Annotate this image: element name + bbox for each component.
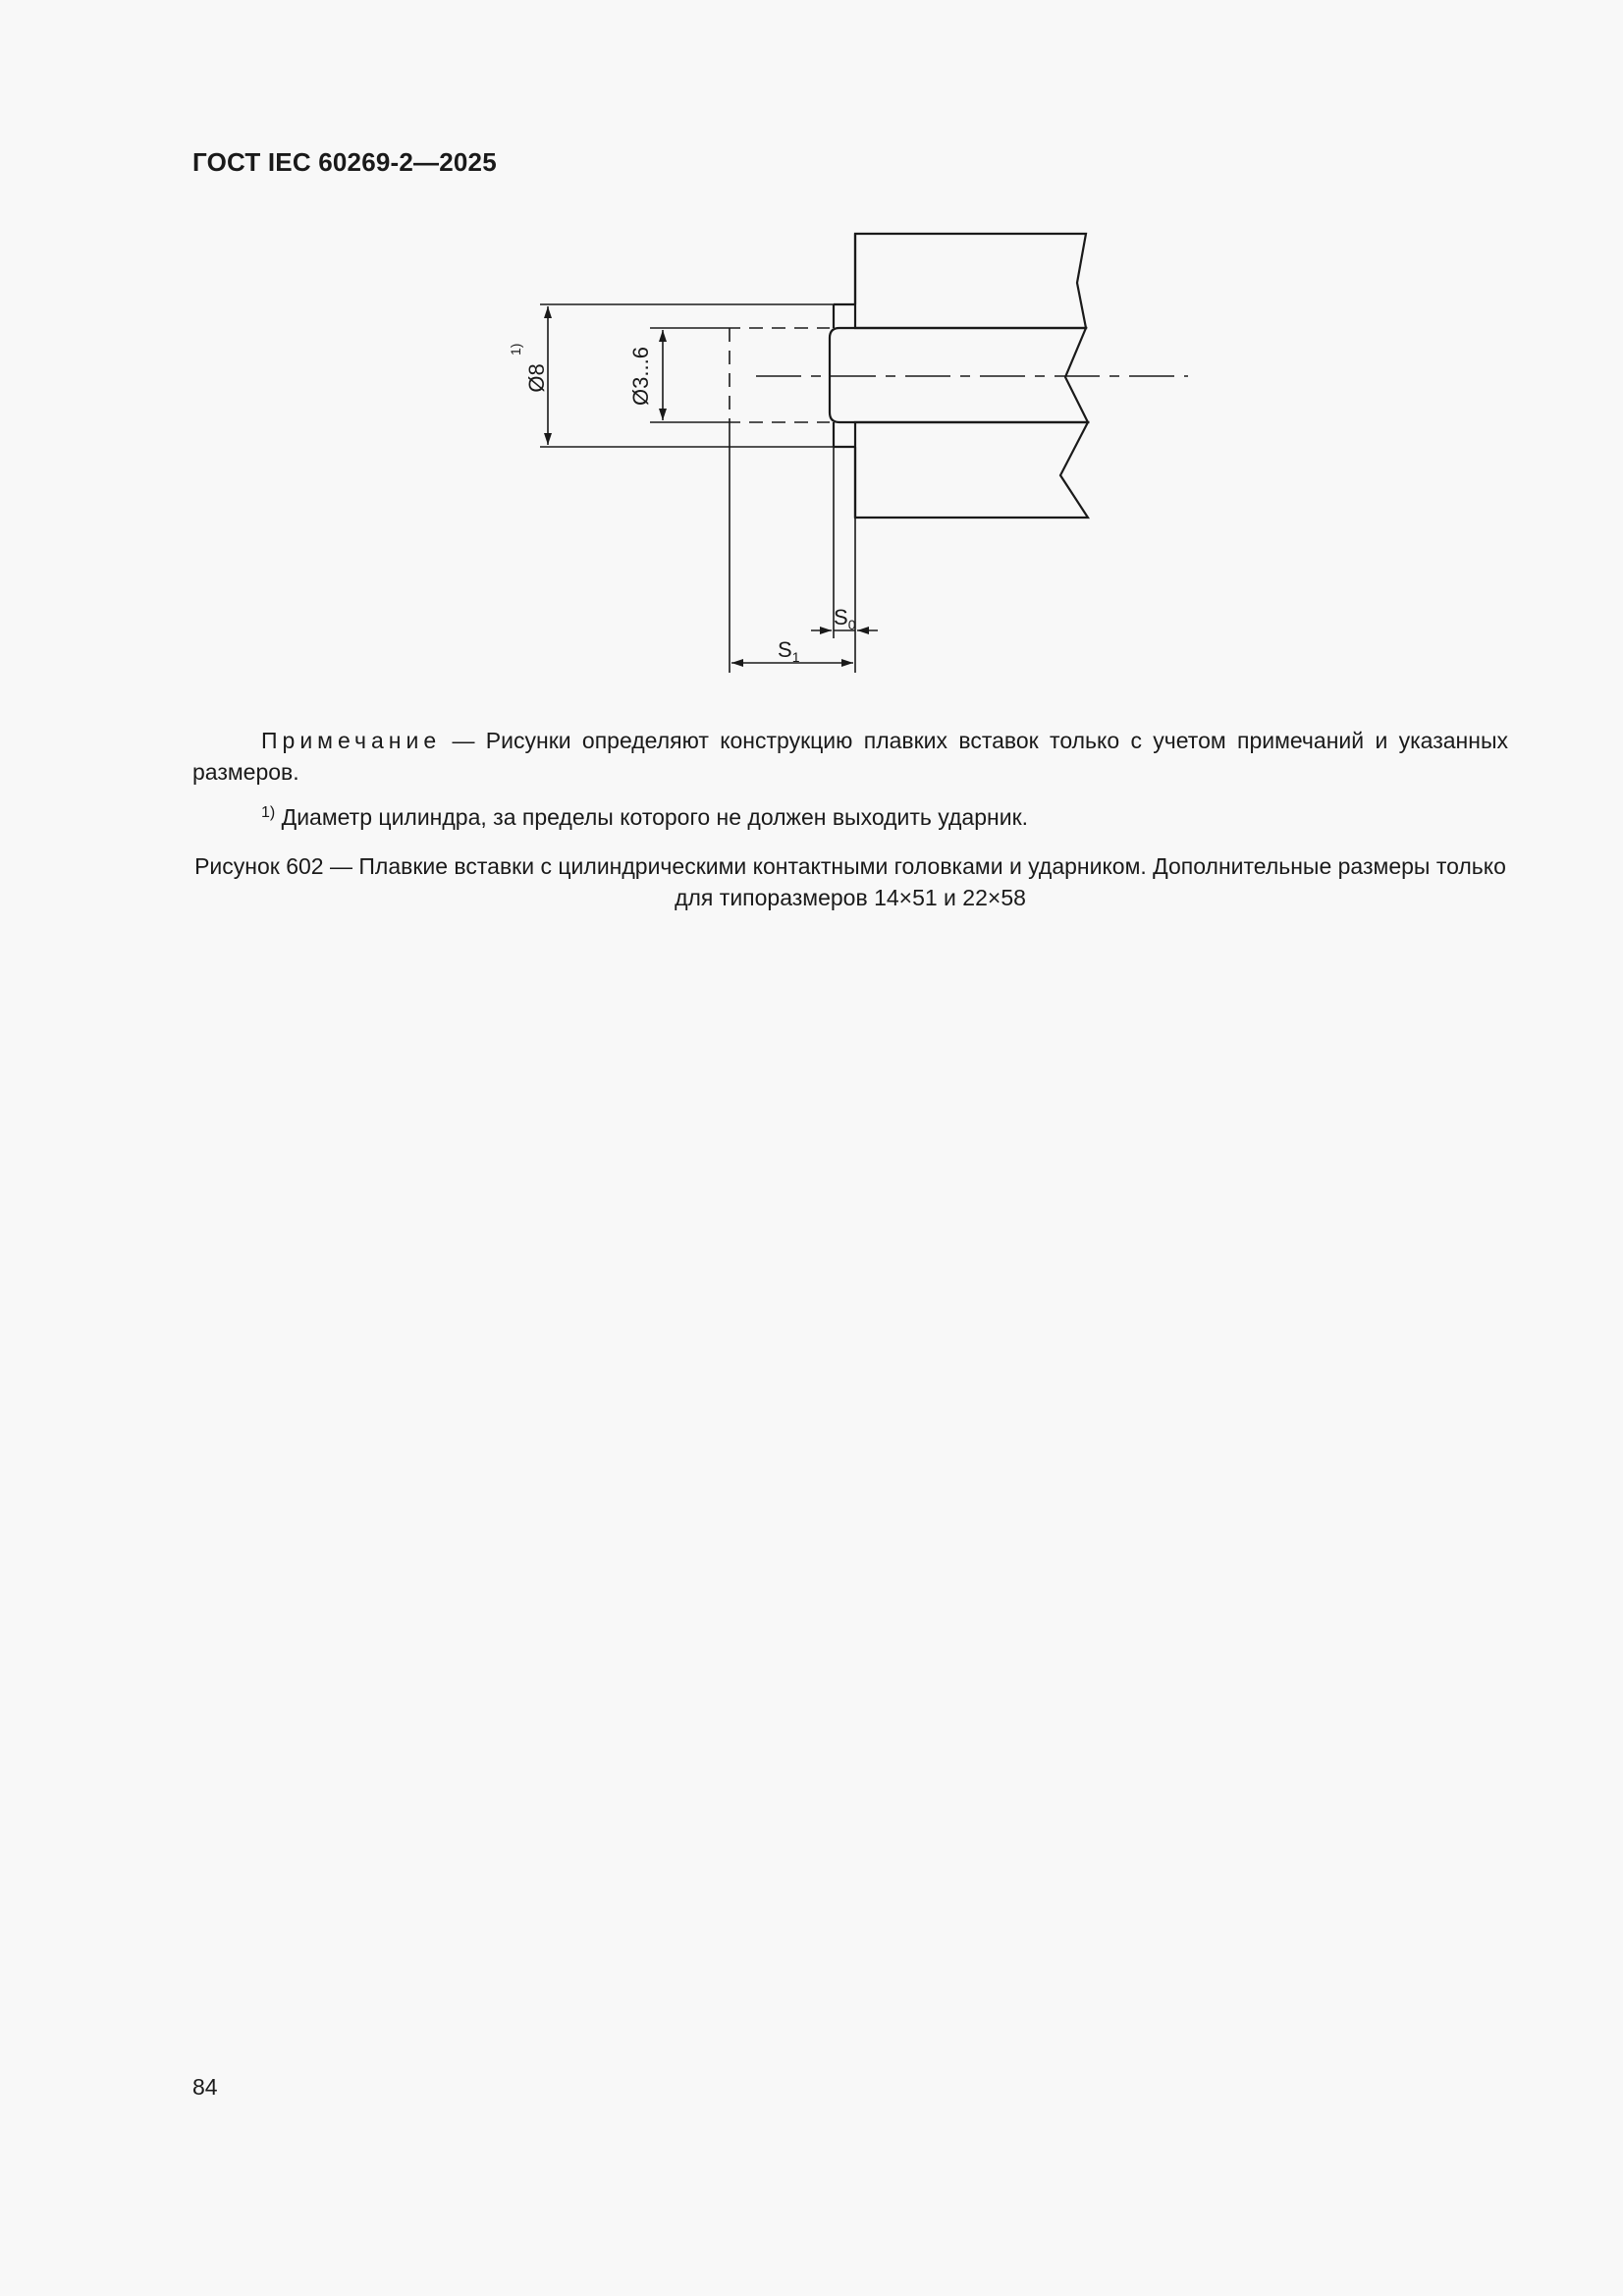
body-lower: [855, 422, 1088, 518]
note-lead: Примечание: [261, 728, 442, 753]
outer-diameter-label: Ø8: [524, 363, 549, 393]
s1-label: $S_1$: [778, 637, 800, 665]
note-paragraph: [192, 725, 1508, 788]
technical-drawing: [0, 0, 1623, 746]
striker-cylinder: [830, 328, 1088, 422]
inner-diameter-label: Ø3...6: [628, 347, 653, 406]
footnote-text: Диаметр цилиндра, за пределы которого не должен выходить ударник.: [275, 804, 1029, 830]
footnote: [261, 797, 1508, 833]
note-text: — Рисунки определяют конструкцию плавких вставок только с учетом примечаний и указанных размеров.: [192, 728, 1508, 785]
figure-caption: Рисунок 602 — Плавкие вставки с цилиндрическими контактными головками и ударником. Дополнительные размеры только для типоразмеров 14×51 и 22×58: [194, 853, 1506, 910]
document-header: ГОСТ IEC 60269-2—2025: [192, 147, 497, 177]
page-number: 84: [192, 2074, 218, 2100]
footnote-mark: 1): [261, 804, 276, 821]
s0-label: $S_0$: [834, 605, 856, 632]
outer-diameter-footnote-mark: 1): [508, 343, 523, 355]
body-upper: [855, 234, 1086, 328]
